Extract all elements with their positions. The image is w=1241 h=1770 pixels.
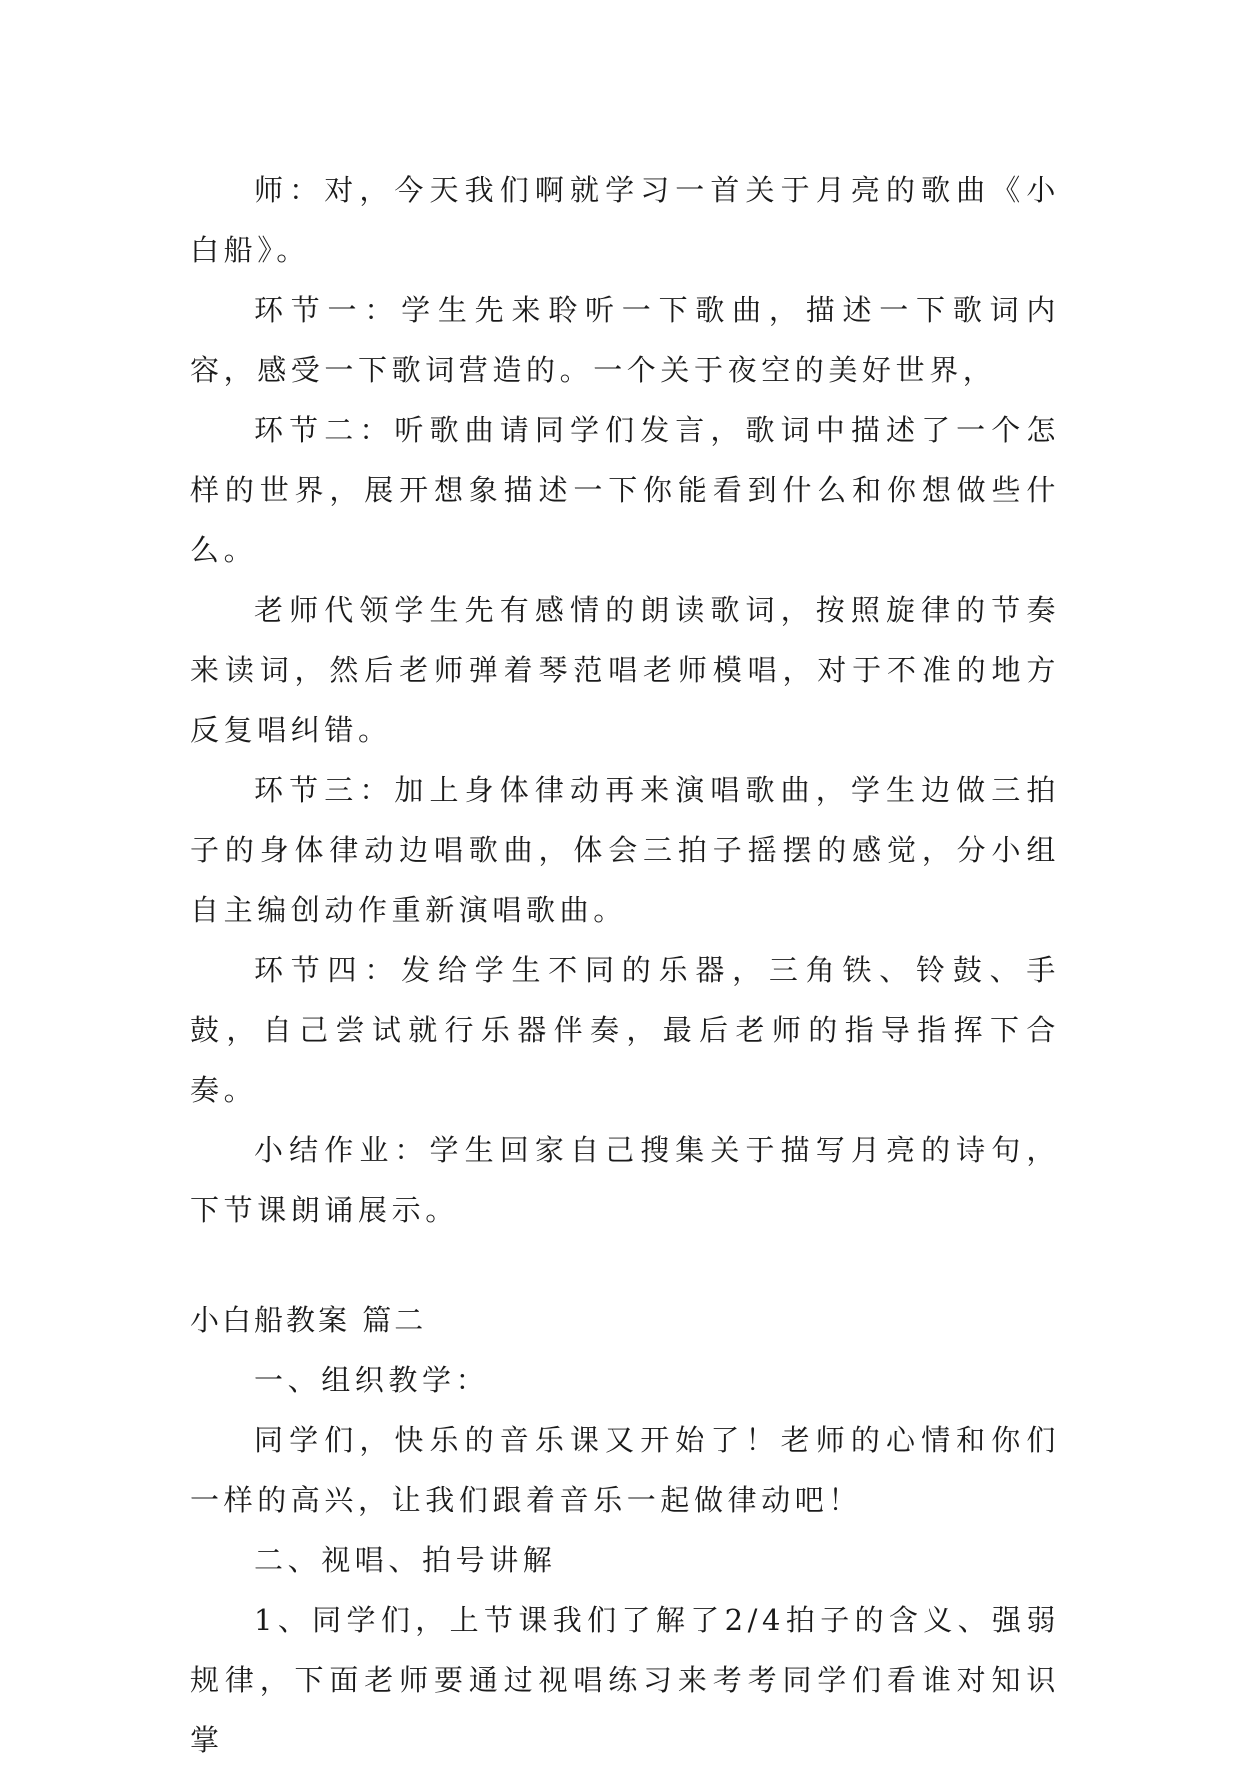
document-body: [190, 160, 1060, 1770]
paragraph-step-four: 环节四：发给学生不同的乐器，三角铁、铃鼓、手鼓，自己尝试就行乐器伴奏，最后老师的指导指挥下合奏。: [190, 953, 1060, 1107]
paragraph-step-two: 环节二：听歌曲请同学们发言，歌词中描述了一个怎样的世界，展开想象描述一下你能看到什么和你想做些什么。: [190, 413, 1060, 567]
paragraph-step-one: 环节一：学生先来聆听一下歌曲，描述一下歌词内容，感受一下歌词营造的。一个关于夜空的美好世界，: [190, 293, 1060, 387]
paragraph-greeting: 同学们，快乐的音乐课又开始了！老师的心情和你们一样的高兴，让我们跟着音乐一起做律动吧！: [190, 1423, 1060, 1517]
section-heading: 小白船教案 篇二: [190, 1303, 427, 1337]
paragraph-time-signature: 1、同学们，上节课我们了解了2/4拍子的含义、强弱规律，下面老师要通过视唱练习来考考同学们看谁对知识掌: [190, 1603, 1060, 1757]
paragraph-step-three: 环节三：加上身体律动再来演唱歌曲，学生边做三拍子的身体律动边唱歌曲，体会三拍子摇摆的感觉，分小组自主编创动作重新演唱歌曲。: [190, 773, 1060, 927]
paragraph-organize-teaching: 一、组织教学：: [254, 1363, 490, 1397]
paragraph-sight-singing-heading: 二、视唱、拍号讲解: [254, 1543, 557, 1577]
paragraph-teacher-intro: 师：对，今天我们啊就学习一首关于月亮的歌曲《小白船》。: [190, 173, 1060, 267]
paragraph-reading-lyrics: 老师代领学生先有感情的朗读歌词，按照旋律的节奏来读词，然后老师弹着琴范唱老师模唱，对于不准的地方反复唱纠错。: [190, 593, 1060, 747]
paragraph-summary-homework: 小结作业：学生回家自己搜集关于描写月亮的诗句，下节课朗诵展示。: [190, 1133, 1060, 1227]
